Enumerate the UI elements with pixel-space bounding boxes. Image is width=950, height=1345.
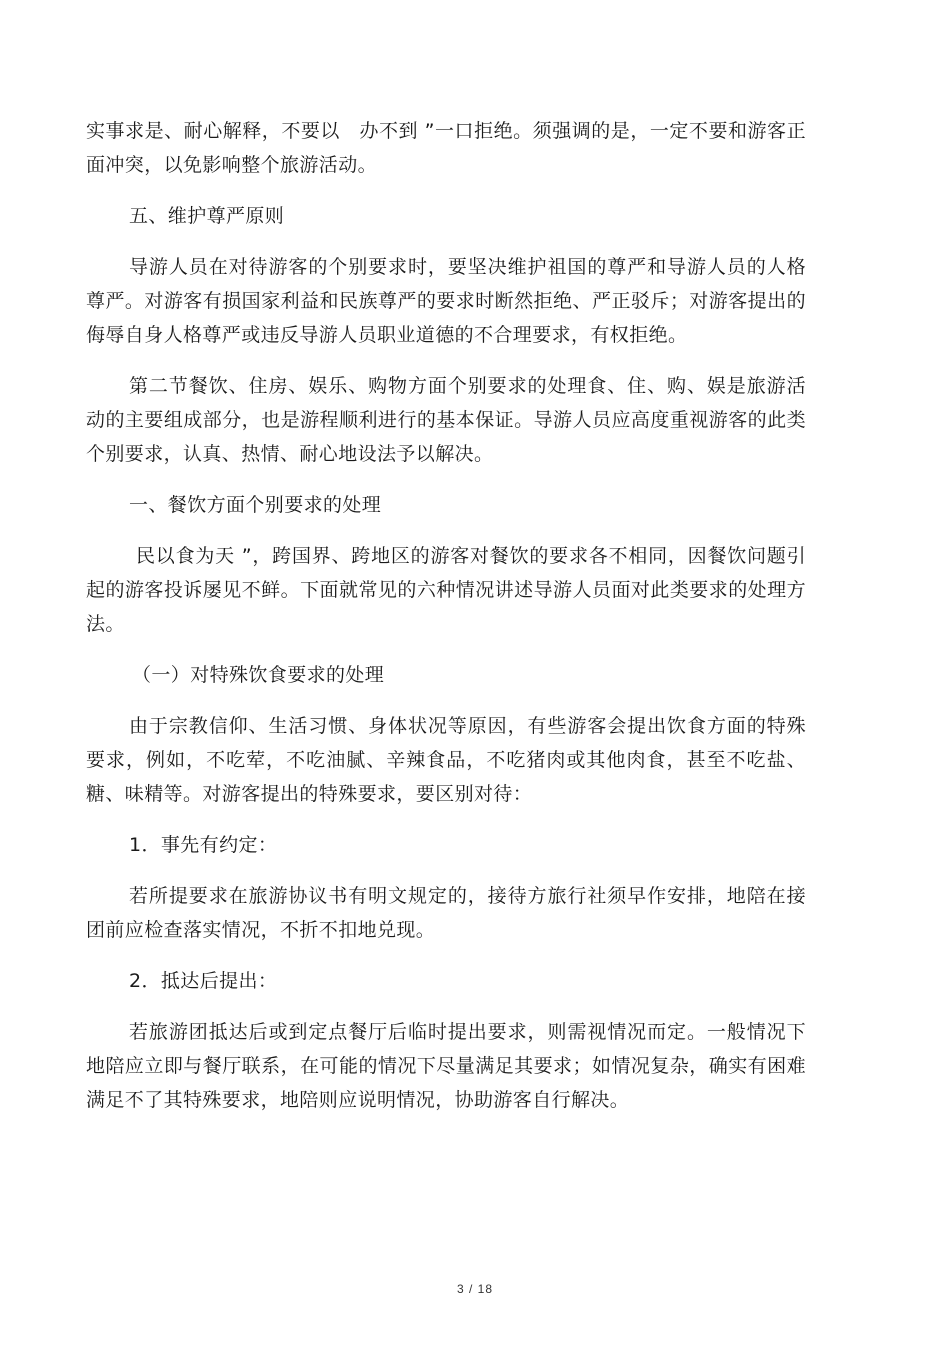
paragraph-prior-agreement: 若所提要求在旅游协议书有明文规定的，接待方旅行社须早作安排，地陪在接团前应检查落实情况，不折不扣地兑现。	[86, 885, 806, 941]
list-item-heading-2: 2．抵达后提出：	[129, 970, 278, 992]
paragraph-section-two: 第二节餐饮、住房、娱乐、购物方面个别要求的处理食、住、购、娱是旅游活动的主要组成部分，也是游程顺利进行的基本保证。导游人员应高度重视游客的此类个别要求，认真、热情、耐心地设法予以解决。	[86, 375, 806, 465]
paragraph-catering: 民以食为天 ”，跨国界、跨地区的游客对餐饮的要求各不相同，因餐饮问题引起的游客投诉屡见不鲜。下面就常见的六种情况讲述导游人员面对此类要求的处理方法。	[86, 545, 806, 635]
subsection-heading-special-diet: （一）对特殊饮食要求的处理	[132, 664, 385, 686]
list-item-heading-1: 1．事先有约定：	[129, 834, 278, 856]
section-heading-dignity: 五、维护尊严原则	[129, 205, 285, 227]
paragraph-special-diet: 由于宗教信仰、生活习惯、身体状况等原因，有些游客会提出饮食方面的特殊要求，例如，不吃荤，不吃油腻、辛辣食品，不吃猪肉或其他肉食，甚至不吃盐、糖、味精等。对游客提出的特殊要求，要区别对待：	[86, 715, 806, 805]
page-number: 3 / 18	[456, 1282, 494, 1296]
document-body	[86, 114, 806, 1117]
paragraph-dignity: 导游人员在对待游客的个别要求时，要坚决维护祖国的尊严和导游人员的人格尊严。对游客有损国家利益和民族尊严的要求时断然拒绝、严正驳斥；对游客提出的侮辱自身人格尊严或违反导游人员职业道德的不合理要求，有权拒绝。	[86, 256, 806, 346]
paragraph-continuation: 实事求是、耐心解释，不要以 办不到 ”一口拒绝。须强调的是，一定不要和游客正面冲突，以免影响整个旅游活动。	[86, 120, 806, 176]
section-heading-catering: 一、餐饮方面个别要求的处理	[129, 494, 382, 516]
paragraph-after-arrival: 若旅游团抵达后或到定点餐厅后临时提出要求，则需视情况而定。一般情况下地陪应立即与餐厅联系，在可能的情况下尽量满足其要求；如情况复杂，确实有困难满足不了其特殊要求，地陪则应说明情况，协助游客自行解决。	[86, 1021, 806, 1111]
